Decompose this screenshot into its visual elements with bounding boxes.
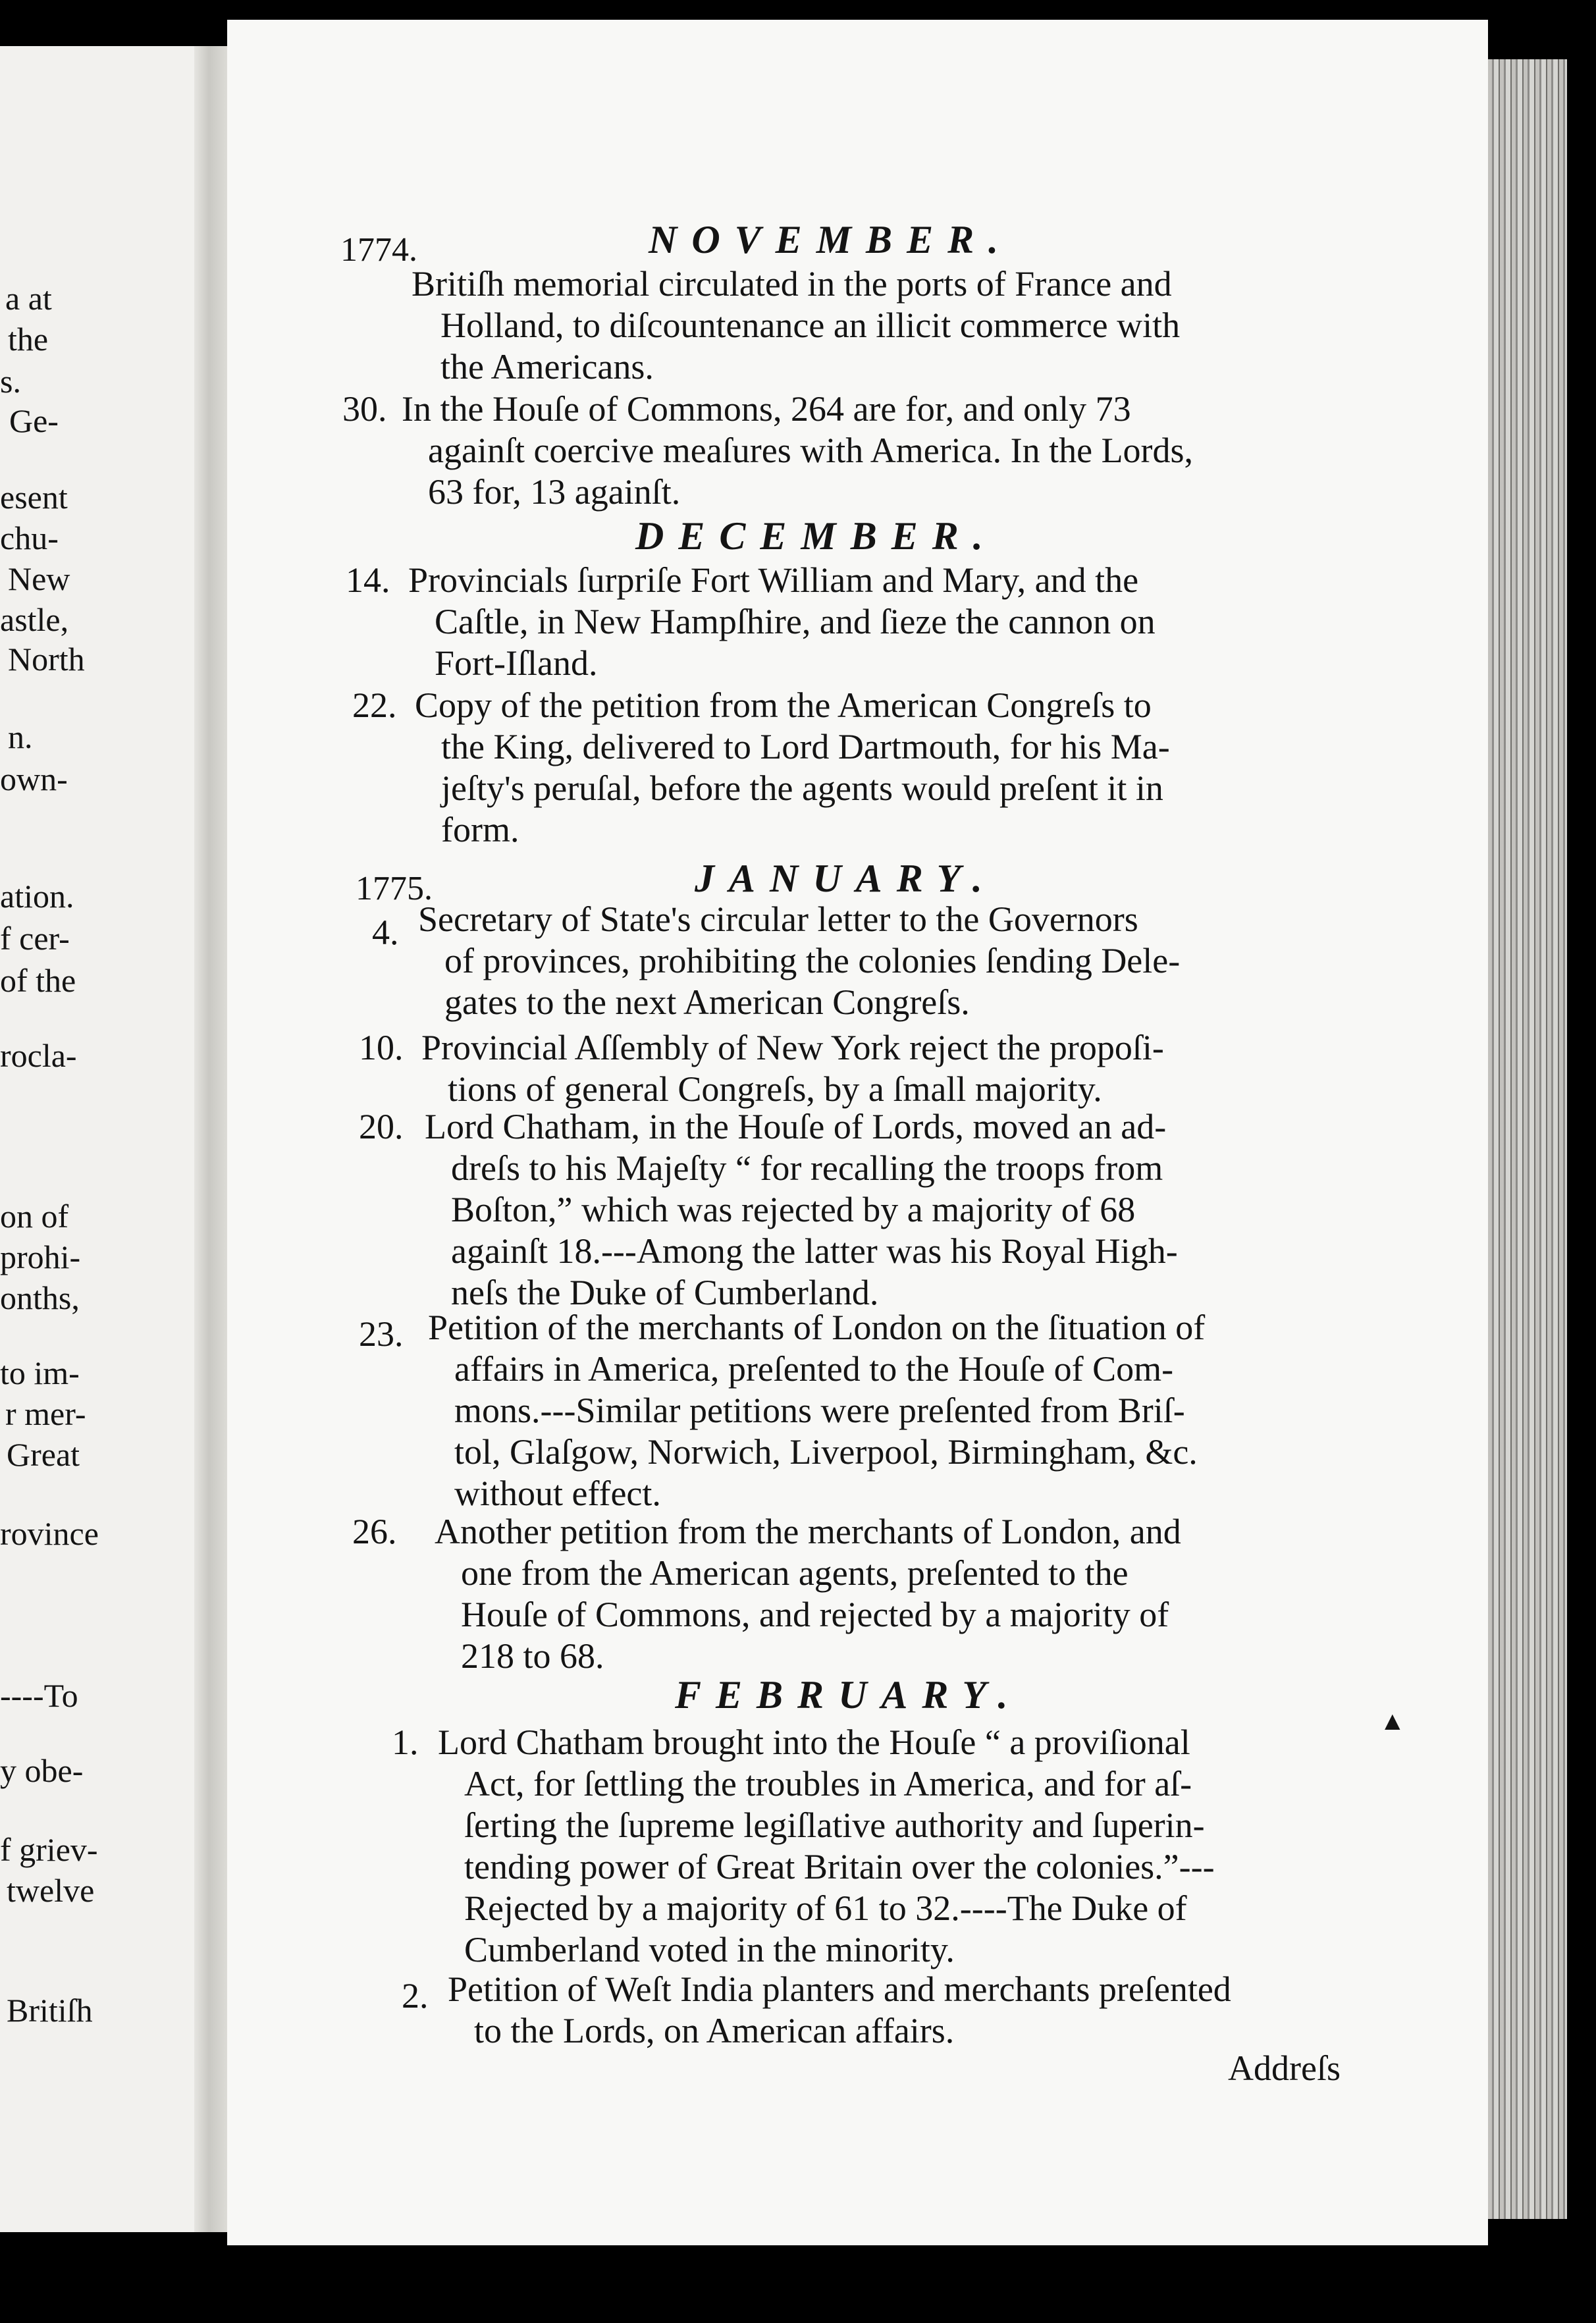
entry	[352, 1511, 1181, 1677]
entry	[402, 1969, 1231, 2052]
entry-line: of provinces, prohibiting the colonies ſending Dele-	[444, 941, 1181, 980]
left-fragment: f griev-	[0, 1831, 98, 1868]
entry-number: 26.	[352, 1512, 397, 1551]
entry-line: Petition of the merchants of London on the ſituation of	[428, 1308, 1206, 1347]
entry-line: mons.---Similar petitions were preſented from Briſ-	[454, 1391, 1185, 1430]
entry-number: 22.	[352, 685, 397, 725]
entry-line: the King, delivered to Lord Dartmouth, for his Ma-	[441, 727, 1170, 766]
left-fragment: n.	[8, 718, 33, 755]
left-fragment: astle,	[0, 601, 69, 638]
entry-line: Secretary of State's circular letter to the Governors	[418, 899, 1138, 939]
left-fragment: s.	[0, 363, 21, 400]
left-fragment: ----To	[0, 1677, 78, 1714]
entry-line: Provincials ſurpriſe Fort William and Mary, and the	[408, 560, 1139, 600]
entry-line: Lord Chatham brought into the Houſe “ a proviſional	[438, 1722, 1190, 1762]
entry-number: 20.	[359, 1107, 404, 1146]
left-fragment: own-	[0, 761, 68, 797]
left-fragment: Britiſh	[7, 1992, 93, 2029]
entry-number: 10.	[359, 1028, 404, 1067]
left-fragment: to im-	[0, 1354, 80, 1391]
left-fragment: the	[8, 321, 49, 358]
entry-line: In the Houſe of Commons, 264 are for, and only 73	[402, 389, 1131, 429]
left-fragment: r mer-	[5, 1395, 86, 1432]
entry-number: 2.	[402, 1976, 429, 2016]
entry-line: 63 for, 13 againſt.	[428, 472, 681, 512]
left-fragment: onths,	[0, 1279, 80, 1316]
entry-line: Act, for ſettling the troubles in America, and for aſ-	[464, 1764, 1192, 1803]
entry-number: 23.	[359, 1314, 404, 1354]
entry-line: Rejected by a majority of 61 to 32.----The Duke of	[464, 1888, 1187, 1928]
left-fragment: on of	[0, 1198, 69, 1235]
book-gutter	[194, 46, 227, 2232]
entry-line: form.	[441, 810, 519, 849]
entry-line: againſt 18.---Among the latter was his Royal High-	[451, 1231, 1178, 1271]
entry-number: 14.	[346, 560, 390, 600]
entry-line: Another petition from the merchants of London, and	[435, 1512, 1181, 1551]
month-heading: DECEMBER.	[635, 514, 998, 558]
entry-line: Houſe of Commons, and rejected by a majority of	[461, 1595, 1169, 1634]
entry-number: 4.	[372, 913, 399, 952]
left-fragment: North	[8, 641, 85, 678]
entry-line: to the Lords, on American affairs.	[474, 2011, 955, 2050]
left-page	[0, 46, 194, 2232]
left-fragment: of the	[0, 962, 76, 999]
left-fragment: New	[8, 560, 70, 597]
entry	[359, 1106, 1178, 1314]
entry	[346, 560, 1156, 684]
entry-line: neſs the Duke of Cumberland.	[451, 1273, 879, 1312]
entry-line: Holland, to diſcountenance an illicit commerce with	[440, 306, 1181, 345]
left-fragment: twelve	[7, 1872, 95, 1909]
entry-line: gates to the next American Congreſs.	[444, 982, 970, 1022]
entry	[359, 1027, 1164, 1110]
left-fragment: Great	[7, 1436, 80, 1473]
entry-line: one from the American agents, preſented to the	[461, 1553, 1129, 1593]
entry-line: Fort-Iſland.	[435, 643, 598, 683]
entry-line: tions of general Congreſs, by a ſmall majority.	[448, 1069, 1102, 1109]
entry-line: without effect.	[454, 1474, 661, 1513]
left-fragment: a at	[5, 280, 52, 317]
left-fragment: Ge-	[9, 402, 59, 439]
entry-line: tol, Glaſgow, Norwich, Liverpool, Birmingham, &c.	[454, 1432, 1198, 1472]
month-heading: FEBRUARY.	[675, 1673, 1023, 1717]
entry-line: dreſs to his Majeſty “ for recalling the troops from	[451, 1148, 1163, 1188]
entry-line: Provincial Aſſembly of New York reject the propoſi-	[421, 1028, 1164, 1067]
entry-line: againſt coercive meaſures with America. In the Lords,	[428, 431, 1194, 470]
entry-line: Britiſh memorial circulated in the ports of France and	[412, 264, 1172, 304]
left-fragment: esent	[0, 479, 68, 516]
entry-number: 30.	[342, 389, 387, 429]
entry-line: Lord Chatham, in the Houſe of Lords, moved an ad-	[425, 1107, 1167, 1146]
entry-line: Caſtle, in New Hampſhire, and ſieze the cannon on	[435, 602, 1156, 641]
entry-line: Boſton,” which was rejected by a majority of 68	[451, 1190, 1136, 1229]
catchword: Addreſs	[1228, 2048, 1341, 2088]
left-fragment: f cer-	[0, 920, 70, 957]
ink-mark: ▲	[1379, 1706, 1406, 1736]
left-fragment: y obe-	[0, 1752, 84, 1789]
entry-line: 218 to 68.	[461, 1636, 604, 1676]
left-fragment: ation.	[0, 878, 74, 915]
entry-line: tending power of Great Britain over the colonies.”---	[464, 1847, 1215, 1886]
entry	[359, 1307, 1205, 1514]
entry-line: affairs in America, preſented to the Houſe of Com-	[454, 1349, 1174, 1389]
year-heading: 1775.	[356, 870, 433, 907]
page-edge	[1488, 59, 1567, 2219]
entry	[412, 263, 1180, 388]
entry	[392, 1722, 1215, 1971]
entry-line: the Americans.	[440, 347, 654, 387]
entry-line: jeſty's peruſal, before the agents would preſent it in	[441, 768, 1163, 808]
entry-number: 1.	[392, 1722, 419, 1762]
left-fragment: rovince	[0, 1515, 99, 1552]
entry-line: Copy of the petition from the American Congreſs to	[415, 685, 1152, 725]
entry-line: ſerting the ſupreme legiſlative authority and ſuperin-	[464, 1805, 1205, 1845]
left-fragment: prohi-	[0, 1239, 81, 1275]
entry-line: Petition of Weſt India planters and merchants preſented	[448, 1969, 1231, 2009]
left-fragment: rocla-	[0, 1037, 77, 1074]
month-heading: JANUARY.	[695, 857, 997, 900]
entry	[342, 388, 1193, 513]
entry	[372, 899, 1180, 1023]
entry	[352, 685, 1170, 851]
entry-line: Cumberland voted in the minority.	[464, 1930, 955, 1969]
right-page	[227, 20, 1488, 2245]
left-fragment: chu-	[0, 520, 59, 556]
month-heading: NOVEMBER.	[649, 218, 1013, 261]
year-heading: 1774.	[340, 231, 417, 269]
